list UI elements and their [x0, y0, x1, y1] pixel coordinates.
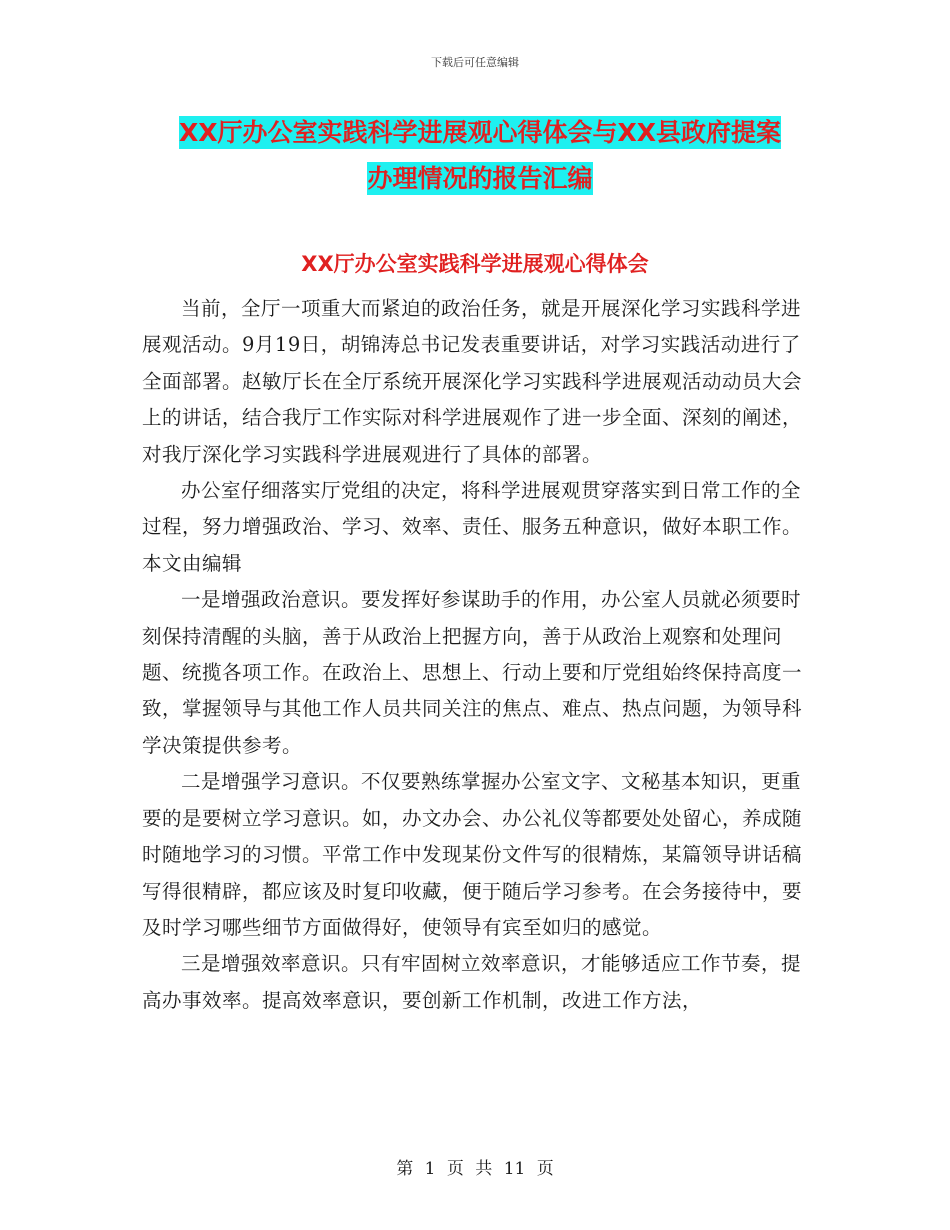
- section-title: XX厅办公室实践科学进展观心得体会: [301, 252, 649, 276]
- paragraph-4: 二是增强学习意识。不仅要熟练掌握办公室文字、文秘基本知识，更重要的是要树立学习意识。如，办文办会、办公礼仪等都要处处留心，养成随时随地学习的习惯。平常工作中发现某份文件写的很精炼，某篇领导讲话稿写得很精辟，都应该及时复印收藏，便于随后学习参考。在会务接待中，要及时学习哪些细节方面做得好，使领导有宾至如归的感觉。: [142, 770, 803, 939]
- document-title: [140, 110, 820, 202]
- header-note: 下载后可任意编辑: [431, 56, 519, 69]
- title-line-2: 办理情况的报告汇编: [367, 164, 593, 193]
- page-footer: 第 1 页 共 11 页: [396, 1159, 554, 1179]
- paragraph-5: 三是增强效率意识。只有牢固树立效率意识，才能够适应工作节奏，提高办事效率。提高效率意识，要创新工作机制，改进工作方法，: [142, 952, 802, 1012]
- paragraph-1: 当前，全厅一项重大而紧迫的政治任务，就是开展深化学习实践科学进展观活动。9月19日，胡锦涛总书记发表重要讲话，对学习实践活动进行了全面部署。赵敏厅长在全厅系统开展深化学习实践科学进展观活动动员大会上的讲话，结合我厅工作实际对科学进展观作了进一步全面、深刻的阐述，对我厅深化学习实践科学进展观进行了具体的部署。: [142, 297, 803, 466]
- paragraph-3: 一是增强政治意识。要发挥好参谋助手的作用，办公室人员就必须要时刻保持清醒的头脑，善于从政治上把握方向，善于从政治上观察和处理问题、统揽各项工作。在政治上、思想上、行动上要和厅党组始终保持高度一致，掌握领导与其他工作人员共同关注的焦点、难点、热点问题，为领导科学决策提供参考。: [142, 588, 803, 757]
- paragraph-2: 办公室仔细落实厅党组的决定，将科学进展观贯穿落实到日常工作的全过程，努力增强政治、学习、效率、责任、服务五种意识，做好本职工作。本文由编辑: [142, 479, 803, 575]
- body-text: [142, 291, 810, 1019]
- title-line-1: XX厅办公室实践科学进展观心得体会与XX县政府提案: [178, 118, 782, 147]
